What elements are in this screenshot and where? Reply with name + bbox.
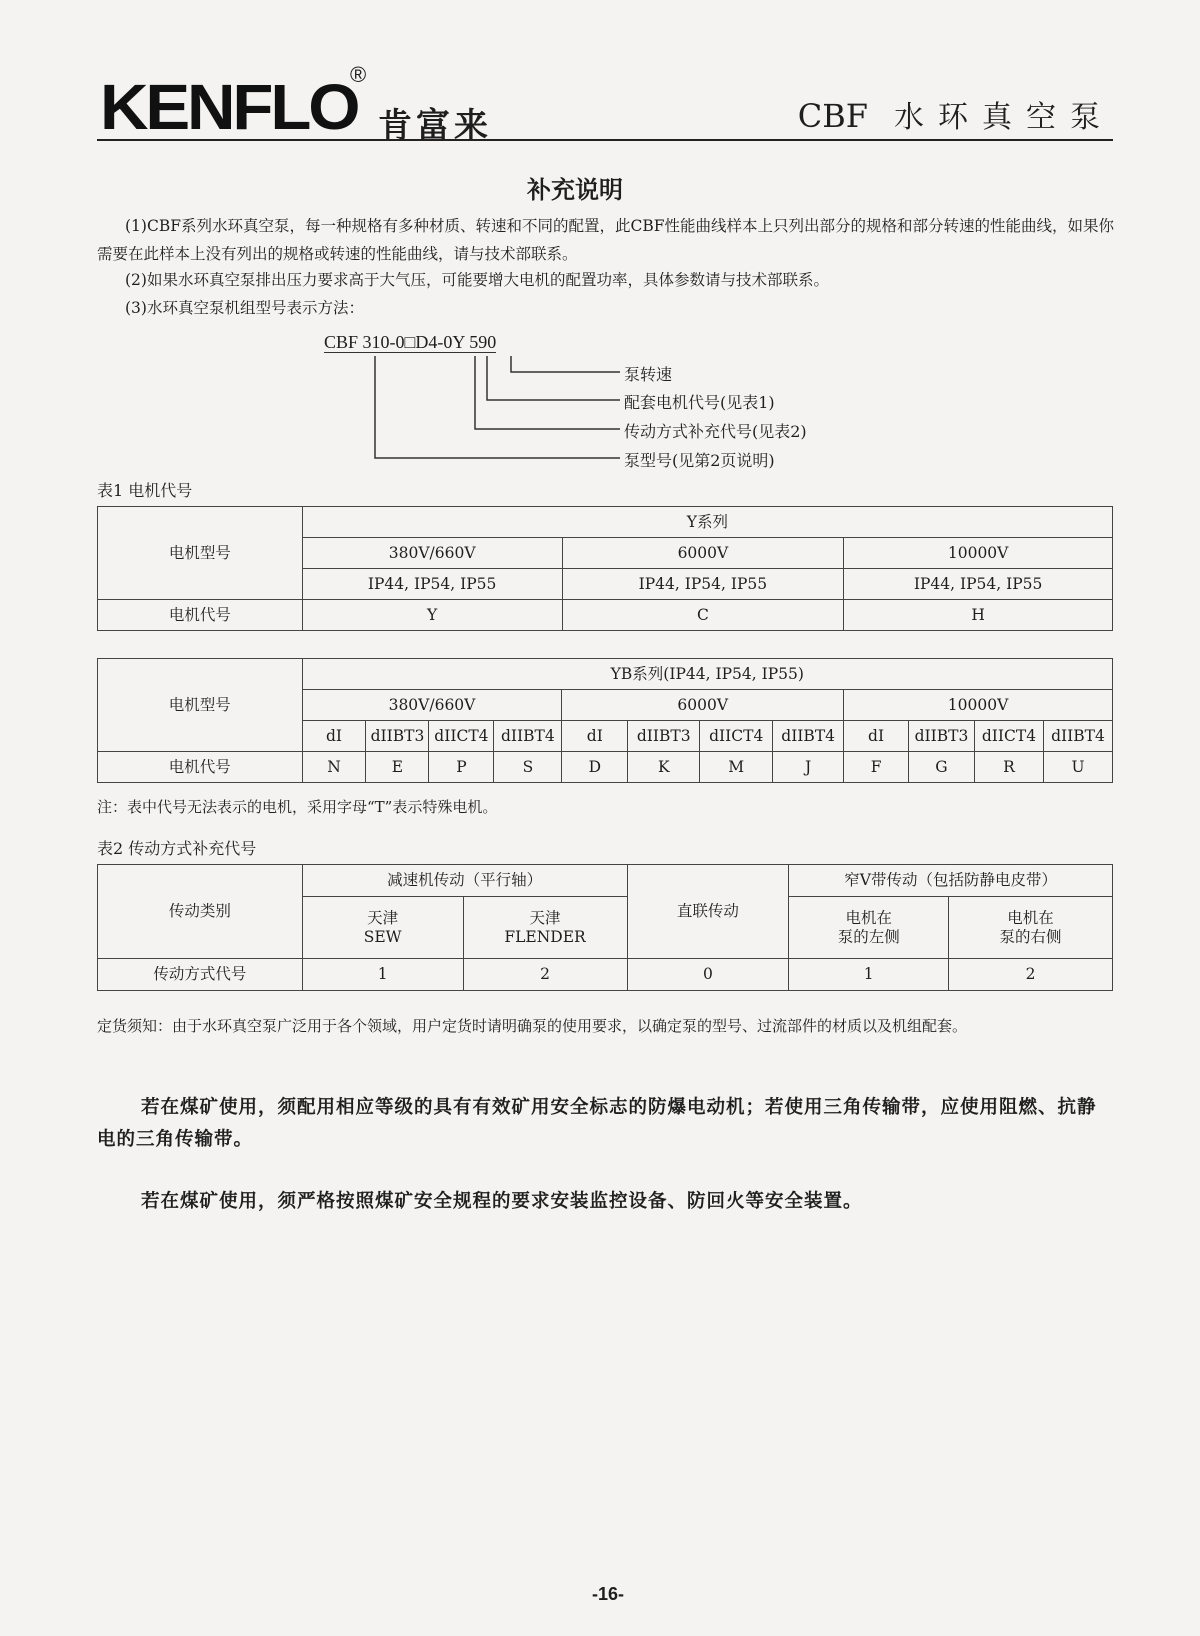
- leader-drive: [475, 356, 620, 429]
- table1-caption: 表1 电机代号: [97, 481, 193, 500]
- code: S: [494, 752, 562, 783]
- voltage: 380V/660V: [302, 690, 562, 721]
- product-name: 水环真空泵: [894, 100, 1114, 135]
- voltage: 10000V: [844, 538, 1113, 569]
- table1-note: 注：表中代号无法表示的电机，采用字母“T”表示特殊电机。: [97, 798, 498, 816]
- sub-header: 天津 SEW: [302, 897, 463, 959]
- code: Y: [302, 600, 562, 631]
- order-note: 定货须知：由于水环真空泵广泛用于各个领域，用户定货时请明确泵的使用要求，以确定泵的型号、过流部件的材质以及机组配套。: [97, 1017, 968, 1035]
- page-title: 补充说明: [527, 175, 623, 204]
- protection: IP44, IP54, IP55: [562, 569, 844, 600]
- paragraph-1: (1)CBF系列水环真空泵，每一种规格有多种材质、转速和不同的配置，此CBF性能曲线样本上只列出部分的规格和部分转速的性能曲线，如果你需要在此样本上没有列出的规格或转速的性能曲线，请与技术部联系。: [97, 217, 1114, 263]
- voltage: 6000V: [562, 690, 844, 721]
- motor-type: dIICT4: [700, 721, 773, 752]
- motor-type: dIIBT4: [1043, 721, 1112, 752]
- code: R: [974, 752, 1043, 783]
- voltage: 380V/660V: [302, 538, 562, 569]
- motor-type: dIIBT3: [628, 721, 700, 752]
- label-pump-speed: 泵转速: [624, 365, 673, 384]
- voltage: 10000V: [844, 690, 1113, 721]
- warning-1: 若在煤矿使用，须配用相应等级的具有有效矿用安全标志的防爆电动机；若使用三角传输带，应使用阻燃、抗静电的三角传输带。: [97, 1097, 1097, 1150]
- code: N: [302, 752, 366, 783]
- warning-2: 若在煤矿使用，须严格按照煤矿安全规程的要求安装监控设备、防回火等安全装置。: [141, 1191, 863, 1212]
- motor-type: dIIBT3: [366, 721, 429, 752]
- sub-header: 天津 FLENDER: [463, 897, 627, 959]
- belt-drive-header: 窄V带传动（包括防静电皮带）: [789, 865, 1113, 897]
- code: P: [429, 752, 494, 783]
- code: M: [700, 752, 773, 783]
- label-motor-code: 配套电机代号(见表1): [624, 393, 775, 412]
- motor-type: dIIBT4: [494, 721, 562, 752]
- motor-type: dIICT4: [974, 721, 1043, 752]
- motor-type: dIIBT3: [909, 721, 975, 752]
- row-header: 传动类别: [98, 865, 303, 959]
- sub-header: 电机在 泵的右侧: [949, 897, 1113, 959]
- code: 1: [302, 959, 463, 991]
- code: E: [366, 752, 429, 783]
- code-header: 传动方式代号: [98, 959, 303, 991]
- series-header: YB系列(IP44, IP54, IP55): [302, 659, 1112, 690]
- motor-type: dI: [562, 721, 628, 752]
- model-code-diagram: [0, 0, 1200, 480]
- code-header: 电机代号: [98, 752, 303, 783]
- table-drive-codes: [97, 864, 1113, 991]
- code: H: [844, 600, 1113, 631]
- voltage: 6000V: [562, 538, 844, 569]
- code: 0: [627, 959, 789, 991]
- code: F: [844, 752, 909, 783]
- code-header: 电机代号: [98, 600, 303, 631]
- row-header: 电机型号: [98, 507, 303, 600]
- motor-type: dI: [302, 721, 366, 752]
- code: U: [1043, 752, 1112, 783]
- label-pump-model: 泵型号(见第2页说明): [624, 451, 775, 470]
- code: 1: [789, 959, 949, 991]
- label-drive-code: 传动方式补充代号(见表2): [624, 422, 807, 441]
- model-code: CBF 310-0□D4-0Y 590: [324, 332, 497, 352]
- code: 2: [463, 959, 627, 991]
- code: K: [628, 752, 700, 783]
- row-header: 电机型号: [98, 659, 303, 752]
- code: 2: [949, 959, 1113, 991]
- leader-speed: [511, 356, 620, 372]
- protection: IP44, IP54, IP55: [844, 569, 1113, 600]
- series-header: Y系列: [302, 507, 1112, 538]
- kenflo-logo: KENFLO: [100, 71, 358, 143]
- motor-type: dI: [844, 721, 909, 752]
- registered-mark: ®: [350, 62, 367, 87]
- direct-drive-header: 直联传动: [627, 865, 789, 959]
- code: G: [909, 752, 975, 783]
- code: J: [773, 752, 844, 783]
- protection: IP44, IP54, IP55: [302, 569, 562, 600]
- code: C: [562, 600, 844, 631]
- motor-type: dIICT4: [429, 721, 494, 752]
- table-yb-series: [97, 658, 1113, 783]
- paragraph-2: (2)如果水环真空泵排出压力要求高于大气压，可能要增大电机的配置功率，具体参数请与技术部联系。: [125, 271, 829, 289]
- paragraph-3: (3)水环真空泵机组型号表示方法：: [125, 299, 364, 317]
- table2-caption: 表2 传动方式补充代号: [97, 839, 257, 858]
- gear-drive-header: 减速机传动（平行轴）: [302, 865, 627, 897]
- code: D: [562, 752, 628, 783]
- logo-chinese: 肯富来: [378, 106, 492, 146]
- leader-motor: [487, 356, 620, 400]
- product-code: CBF: [797, 97, 868, 135]
- sub-header: 电机在 泵的左侧: [789, 897, 949, 959]
- table-y-series: [97, 506, 1113, 631]
- motor-type: dIIBT4: [773, 721, 844, 752]
- page-number: -16-: [591, 1584, 624, 1604]
